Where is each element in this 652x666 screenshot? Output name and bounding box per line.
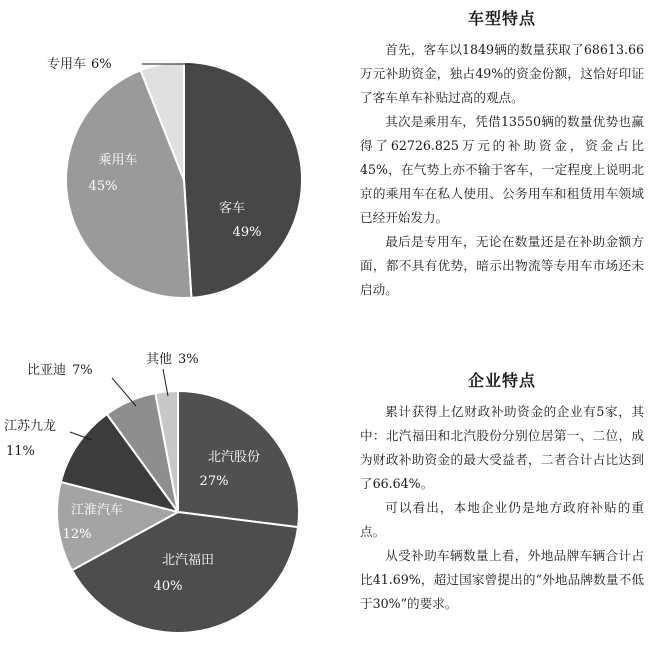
label-byd-pct: 7% <box>72 363 93 378</box>
article-column <box>352 0 652 666</box>
label-other <box>146 351 199 367</box>
label-bus-pct: 49% <box>232 225 262 240</box>
label-special-name: 专用车 <box>47 57 87 72</box>
label-special <box>47 56 112 72</box>
section1-paragraph: 首先，客车以1849辆的数量获取了68613.66万元补助资金，独占49%的资金份额，这恰好印证了客车单车补贴过高的观点。 <box>360 42 644 105</box>
label-other-name: 其他 <box>146 352 173 367</box>
section2-paragraph: 累计获得上亿财政补助资金的企业有5家，其中：北汽福田和北汽股份分别位居第一、二位，成为财政补助资金的最大受益者，二者合计占比达到了66.64%。 <box>360 404 644 491</box>
label-jiulong-name: 江苏九龙 <box>4 419 57 434</box>
leader-line-byd <box>112 378 136 406</box>
label-byd-name: 比亚迪 <box>27 363 67 378</box>
label-jac-pct: 12% <box>62 527 92 542</box>
section1-heading: 车型特点 <box>467 9 536 28</box>
label-other-pct: 3% <box>178 352 199 367</box>
label-car-pct: 45% <box>88 179 118 194</box>
label-special-pct: 6% <box>91 57 112 72</box>
label-byd <box>27 362 93 378</box>
section2-body <box>360 400 644 616</box>
label-foton-pct: 40% <box>153 579 183 594</box>
label-jac-name: 江淮汽车 <box>70 503 124 518</box>
section1-body <box>360 38 644 302</box>
pie-slice-bus <box>184 62 302 298</box>
label-baic-motor-name: 北汽股份 <box>207 450 261 465</box>
section2-heading: 企业特点 <box>467 371 536 390</box>
section1-paragraph: 其次是乘用车，凭借13550辆的数量优势也赢得了62726.825万元的补助资金，资金占比45%，在气势上亦不输于客车，一定程度上说明北京的乘用车在私人使用、公务用车和租赁用车领域已经开始发力。 <box>360 114 644 225</box>
label-foton-name: 北汽福田 <box>161 553 215 568</box>
section1-paragraph: 最后是专用车，无论在数量还是在补助金额方面，都不具有优势，暗示出物流等专用车市场还未启动。 <box>360 234 644 297</box>
label-car-name: 乘用车 <box>98 153 138 168</box>
section2-paragraph: 从受补助车辆数量上看，外地品牌车辆合计占比41.69%，超过国家曾提出的“外地品牌数量不低于30%”的要求。 <box>360 548 644 611</box>
section2-paragraph: 可以看出，本地企业仍是地方政府补贴的重点。 <box>360 500 644 539</box>
label-bus-name: 客车 <box>218 201 246 216</box>
label-jiulong-pct: 11% <box>6 444 35 459</box>
label-baic-motor-pct: 27% <box>199 474 229 489</box>
